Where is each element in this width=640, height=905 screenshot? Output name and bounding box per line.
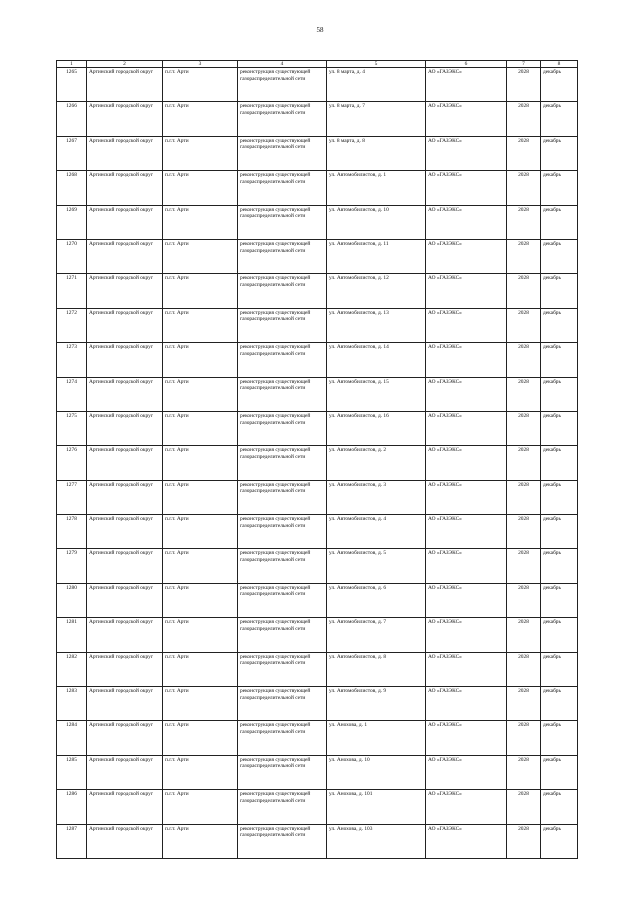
cell-municipality: Артинский городской округ xyxy=(87,411,163,445)
cell-municipality: Артинский городской округ xyxy=(87,790,163,824)
cell-year: 2028 xyxy=(507,343,541,377)
cell-work-type: реконструкция существующей газораспределительной сети xyxy=(238,239,327,273)
cell-year: 2028 xyxy=(507,515,541,549)
cell-work-type: реконструкция существующей газораспределительной сети xyxy=(238,136,327,170)
cell-municipality: Артинский городской округ xyxy=(87,377,163,411)
cell-settlement: п.г.т. Арти xyxy=(163,205,238,239)
cell-month: декабрь xyxy=(541,171,578,205)
cell-contractor: АО «ГАЗЭКС» xyxy=(426,549,507,583)
cell-month: декабрь xyxy=(541,377,578,411)
cell-year: 2028 xyxy=(507,618,541,652)
cell-work-type: реконструкция существующей газораспределительной сети xyxy=(238,687,327,721)
cell-month: декабрь xyxy=(541,515,578,549)
table-row xyxy=(57,377,578,411)
cell-address: ул. Автомобилистов, д. 8 xyxy=(327,652,426,686)
cell-month: декабрь xyxy=(541,343,578,377)
cell-municipality: Артинский городской округ xyxy=(87,721,163,755)
page-number: 58 xyxy=(316,26,324,34)
cell-settlement: п.г.т. Арти xyxy=(163,308,238,342)
cell-contractor: АО «ГАЗЭКС» xyxy=(426,446,507,480)
cell-settlement: п.г.т. Арти xyxy=(163,480,238,514)
cell-address: ул. Автомобилистов, д. 6 xyxy=(327,583,426,617)
cell-work-type: реконструкция существующей газораспределительной сети xyxy=(238,515,327,549)
cell-contractor: АО «ГАЗЭКС» xyxy=(426,618,507,652)
table-row xyxy=(57,274,578,308)
cell-settlement: п.г.т. Арти xyxy=(163,377,238,411)
cell-address: ул. Автомобилистов, д. 14 xyxy=(327,343,426,377)
column-header-3: 3 xyxy=(163,61,238,68)
cell-year: 2028 xyxy=(507,755,541,789)
table-row xyxy=(57,687,578,721)
cell-work-type: реконструкция существующей газораспределительной сети xyxy=(238,583,327,617)
table-row xyxy=(57,239,578,273)
column-header-8: 8 xyxy=(541,61,578,68)
cell-contractor: АО «ГАЗЭКС» xyxy=(426,377,507,411)
cell-year: 2028 xyxy=(507,308,541,342)
cell-row-number: 1276 xyxy=(57,446,87,480)
cell-settlement: п.г.т. Арти xyxy=(163,755,238,789)
cell-row-number: 1284 xyxy=(57,721,87,755)
table-row xyxy=(57,515,578,549)
cell-municipality: Артинский городской округ xyxy=(87,274,163,308)
table-row xyxy=(57,68,578,102)
cell-month: декабрь xyxy=(541,618,578,652)
cell-contractor: АО «ГАЗЭКС» xyxy=(426,68,507,102)
cell-settlement: п.г.т. Арти xyxy=(163,343,238,377)
cell-municipality: Артинский городской округ xyxy=(87,343,163,377)
cell-year: 2028 xyxy=(507,68,541,102)
cell-address: ул. Анохова, д. 1 xyxy=(327,721,426,755)
cell-work-type: реконструкция существующей газораспределительной сети xyxy=(238,68,327,102)
cell-row-number: 1265 xyxy=(57,68,87,102)
cell-year: 2028 xyxy=(507,411,541,445)
cell-row-number: 1266 xyxy=(57,102,87,136)
cell-municipality: Артинский городской округ xyxy=(87,755,163,789)
cell-address: ул. Автомобилистов, д. 2 xyxy=(327,446,426,480)
cell-municipality: Артинский городской округ xyxy=(87,136,163,170)
cell-settlement: п.г.т. Арти xyxy=(163,171,238,205)
cell-contractor: АО «ГАЗЭКС» xyxy=(426,480,507,514)
cell-work-type: реконструкция существующей газораспределительной сети xyxy=(238,721,327,755)
cell-municipality: Артинский городской округ xyxy=(87,687,163,721)
cell-address: ул. Автомобилистов, д. 5 xyxy=(327,549,426,583)
cell-month: декабрь xyxy=(541,205,578,239)
cell-contractor: АО «ГАЗЭКС» xyxy=(426,721,507,755)
cell-contractor: АО «ГАЗЭКС» xyxy=(426,755,507,789)
cell-month: декабрь xyxy=(541,136,578,170)
cell-year: 2028 xyxy=(507,583,541,617)
cell-work-type: реконструкция существующей газораспределительной сети xyxy=(238,411,327,445)
cell-address: ул. Автомобилистов, д. 4 xyxy=(327,515,426,549)
cell-year: 2028 xyxy=(507,721,541,755)
table-row xyxy=(57,549,578,583)
cell-address: ул. Автомобилистов, д. 9 xyxy=(327,687,426,721)
cell-row-number: 1268 xyxy=(57,171,87,205)
cell-contractor: АО «ГАЗЭКС» xyxy=(426,274,507,308)
cell-address: ул. 8 марта, д. 4 xyxy=(327,68,426,102)
cell-row-number: 1280 xyxy=(57,583,87,617)
cell-contractor: АО «ГАЗЭКС» xyxy=(426,411,507,445)
cell-row-number: 1271 xyxy=(57,274,87,308)
cell-settlement: п.г.т. Арти xyxy=(163,721,238,755)
cell-contractor: АО «ГАЗЭКС» xyxy=(426,136,507,170)
cell-month: декабрь xyxy=(541,446,578,480)
cell-settlement: п.г.т. Арти xyxy=(163,687,238,721)
cell-row-number: 1269 xyxy=(57,205,87,239)
table-row xyxy=(57,618,578,652)
cell-month: декабрь xyxy=(541,583,578,617)
cell-address: ул. 8 марта, д. 7 xyxy=(327,102,426,136)
cell-month: декабрь xyxy=(541,790,578,824)
cell-settlement: п.г.т. Арти xyxy=(163,790,238,824)
cell-municipality: Артинский городской округ xyxy=(87,205,163,239)
cell-municipality: Артинский городской округ xyxy=(87,824,163,858)
cell-work-type: реконструкция существующей газораспределительной сети xyxy=(238,480,327,514)
cell-settlement: п.г.т. Арти xyxy=(163,274,238,308)
cell-contractor: АО «ГАЗЭКС» xyxy=(426,515,507,549)
table-row xyxy=(57,136,578,170)
cell-month: декабрь xyxy=(541,411,578,445)
cell-year: 2028 xyxy=(507,239,541,273)
cell-contractor: АО «ГАЗЭКС» xyxy=(426,583,507,617)
cell-address: ул. Автомобилистов, д. 7 xyxy=(327,618,426,652)
cell-row-number: 1281 xyxy=(57,618,87,652)
cell-year: 2028 xyxy=(507,480,541,514)
cell-year: 2028 xyxy=(507,205,541,239)
cell-year: 2028 xyxy=(507,687,541,721)
cell-address: ул. Автомобилистов, д. 1 xyxy=(327,171,426,205)
cell-year: 2028 xyxy=(507,549,541,583)
cell-row-number: 1283 xyxy=(57,687,87,721)
cell-work-type: реконструкция существующей газораспределительной сети xyxy=(238,377,327,411)
column-header-2: 2 xyxy=(87,61,163,68)
cell-work-type: реконструкция существующей газораспределительной сети xyxy=(238,790,327,824)
cell-row-number: 1282 xyxy=(57,652,87,686)
cell-settlement: п.г.т. Арти xyxy=(163,239,238,273)
cell-year: 2028 xyxy=(507,136,541,170)
table-row xyxy=(57,343,578,377)
table-row xyxy=(57,824,578,858)
table-row xyxy=(57,480,578,514)
cell-contractor: АО «ГАЗЭКС» xyxy=(426,824,507,858)
table-row xyxy=(57,755,578,789)
cell-row-number: 1278 xyxy=(57,515,87,549)
table-row xyxy=(57,308,578,342)
cell-municipality: Артинский городской округ xyxy=(87,68,163,102)
cell-month: декабрь xyxy=(541,308,578,342)
cell-contractor: АО «ГАЗЭКС» xyxy=(426,790,507,824)
cell-row-number: 1286 xyxy=(57,790,87,824)
works-table xyxy=(56,60,578,859)
table-row xyxy=(57,102,578,136)
column-header-6: 6 xyxy=(426,61,507,68)
cell-month: декабрь xyxy=(541,755,578,789)
cell-month: декабрь xyxy=(541,721,578,755)
cell-address: ул. Автомобилистов, д. 11 xyxy=(327,239,426,273)
cell-settlement: п.г.т. Арти xyxy=(163,824,238,858)
cell-month: декабрь xyxy=(541,549,578,583)
cell-year: 2028 xyxy=(507,652,541,686)
cell-settlement: п.г.т. Арти xyxy=(163,446,238,480)
cell-year: 2028 xyxy=(507,790,541,824)
table-row xyxy=(57,721,578,755)
cell-settlement: п.г.т. Арти xyxy=(163,68,238,102)
cell-contractor: АО «ГАЗЭКС» xyxy=(426,652,507,686)
cell-month: декабрь xyxy=(541,274,578,308)
cell-work-type: реконструкция существующей газораспределительной сети xyxy=(238,755,327,789)
cell-contractor: АО «ГАЗЭКС» xyxy=(426,687,507,721)
cell-work-type: реконструкция существующей газораспределительной сети xyxy=(238,618,327,652)
cell-row-number: 1279 xyxy=(57,549,87,583)
cell-row-number: 1270 xyxy=(57,239,87,273)
cell-work-type: реконструкция существующей газораспределительной сети xyxy=(238,308,327,342)
cell-contractor: АО «ГАЗЭКС» xyxy=(426,308,507,342)
column-header-1: 1 xyxy=(57,61,87,68)
cell-work-type: реконструкция существующей газораспределительной сети xyxy=(238,205,327,239)
cell-row-number: 1275 xyxy=(57,411,87,445)
cell-row-number: 1267 xyxy=(57,136,87,170)
column-header-5: 5 xyxy=(327,61,426,68)
cell-year: 2028 xyxy=(507,377,541,411)
cell-row-number: 1287 xyxy=(57,824,87,858)
table-row xyxy=(57,411,578,445)
table-row xyxy=(57,446,578,480)
cell-work-type: реконструкция существующей газораспределительной сети xyxy=(238,274,327,308)
cell-address: ул. Автомобилистов, д. 15 xyxy=(327,377,426,411)
cell-row-number: 1272 xyxy=(57,308,87,342)
cell-row-number: 1277 xyxy=(57,480,87,514)
cell-month: декабрь xyxy=(541,652,578,686)
table-row xyxy=(57,205,578,239)
cell-address: ул. Анохова, д. 101 xyxy=(327,790,426,824)
cell-settlement: п.г.т. Арти xyxy=(163,515,238,549)
table-row xyxy=(57,790,578,824)
cell-address: ул. Анохова, д. 103 xyxy=(327,824,426,858)
cell-municipality: Артинский городской округ xyxy=(87,652,163,686)
cell-contractor: АО «ГАЗЭКС» xyxy=(426,205,507,239)
cell-month: декабрь xyxy=(541,687,578,721)
cell-settlement: п.г.т. Арти xyxy=(163,618,238,652)
cell-address: ул. Автомобилистов, д. 12 xyxy=(327,274,426,308)
cell-address: ул. Автомобилистов, д. 16 xyxy=(327,411,426,445)
cell-municipality: Артинский городской округ xyxy=(87,515,163,549)
cell-settlement: п.г.т. Арти xyxy=(163,549,238,583)
cell-address: ул. Автомобилистов, д. 13 xyxy=(327,308,426,342)
cell-municipality: Артинский городской округ xyxy=(87,171,163,205)
cell-settlement: п.г.т. Арти xyxy=(163,102,238,136)
cell-settlement: п.г.т. Арти xyxy=(163,411,238,445)
cell-work-type: реконструкция существующей газораспределительной сети xyxy=(238,102,327,136)
cell-address: ул. 8 марта, д. 8 xyxy=(327,136,426,170)
cell-municipality: Артинский городской округ xyxy=(87,618,163,652)
cell-municipality: Артинский городской округ xyxy=(87,446,163,480)
cell-contractor: АО «ГАЗЭКС» xyxy=(426,102,507,136)
cell-month: декабрь xyxy=(541,239,578,273)
table-row xyxy=(57,583,578,617)
cell-contractor: АО «ГАЗЭКС» xyxy=(426,171,507,205)
table-row xyxy=(57,652,578,686)
table-row xyxy=(57,171,578,205)
cell-municipality: Артинский городской округ xyxy=(87,549,163,583)
cell-settlement: п.г.т. Арти xyxy=(163,583,238,617)
cell-year: 2028 xyxy=(507,274,541,308)
cell-contractor: АО «ГАЗЭКС» xyxy=(426,239,507,273)
column-header-4: 4 xyxy=(238,61,327,68)
cell-row-number: 1285 xyxy=(57,755,87,789)
cell-contractor: АО «ГАЗЭКС» xyxy=(426,343,507,377)
cell-work-type: реконструкция существующей газораспределительной сети xyxy=(238,549,327,583)
column-header-7: 7 xyxy=(507,61,541,68)
cell-work-type: реконструкция существующей газораспределительной сети xyxy=(238,171,327,205)
cell-month: декабрь xyxy=(541,102,578,136)
cell-municipality: Артинский городской округ xyxy=(87,480,163,514)
cell-month: декабрь xyxy=(541,480,578,514)
cell-work-type: реконструкция существующей газораспределительной сети xyxy=(238,446,327,480)
cell-work-type: реконструкция существующей газораспределительной сети xyxy=(238,652,327,686)
table-header-row xyxy=(57,61,578,68)
cell-settlement: п.г.т. Арти xyxy=(163,136,238,170)
cell-row-number: 1274 xyxy=(57,377,87,411)
cell-address: ул. Автомобилистов, д. 3 xyxy=(327,480,426,514)
cell-month: декабрь xyxy=(541,68,578,102)
cell-month: декабрь xyxy=(541,824,578,858)
cell-municipality: Артинский городской округ xyxy=(87,102,163,136)
cell-row-number: 1273 xyxy=(57,343,87,377)
cell-municipality: Артинский городской округ xyxy=(87,583,163,617)
cell-address: ул. Автомобилистов, д. 10 xyxy=(327,205,426,239)
cell-address: ул. Анохова, д. 10 xyxy=(327,755,426,789)
cell-year: 2028 xyxy=(507,824,541,858)
cell-year: 2028 xyxy=(507,102,541,136)
cell-settlement: п.г.т. Арти xyxy=(163,652,238,686)
cell-year: 2028 xyxy=(507,446,541,480)
cell-work-type: реконструкция существующей газораспределительной сети xyxy=(238,343,327,377)
cell-work-type: реконструкция существующей газораспределительной сети xyxy=(238,824,327,858)
cell-year: 2028 xyxy=(507,171,541,205)
cell-municipality: Артинский городской округ xyxy=(87,308,163,342)
cell-municipality: Артинский городской округ xyxy=(87,239,163,273)
